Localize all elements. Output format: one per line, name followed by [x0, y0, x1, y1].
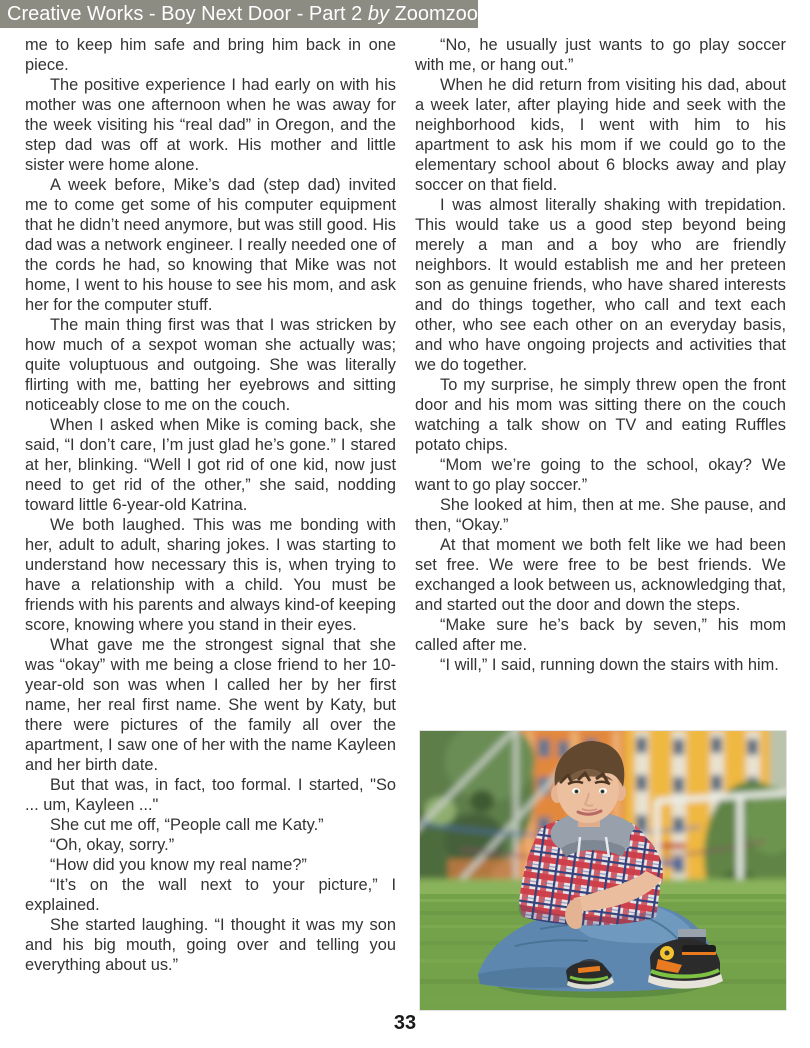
text-column-left — [25, 35, 396, 975]
paragraph: “It’s on the wall next to your picture,” I explained. — [25, 876, 396, 914]
paragraph: “No, he usually just wants to go play soccer with me, or hang out.” — [415, 36, 786, 74]
page-header — [0, 0, 506, 28]
paragraph: But that was, in fact, too formal. I started, "So ... um, Kayleen ..." — [25, 776, 396, 814]
paragraph: I was almost literally shaking with trepidation. This would take us a good step beyond being merely a man and a boy who are friendly neighbors. It would establish me and her preteen son as genuine friends, who have shared interests and do things together, who call and text each other, who see each other on an everyday basis, and who have ongoing projects and activities that we do together. — [415, 196, 786, 374]
boy-photo-illustration — [420, 731, 786, 1010]
page-number: 33 — [393, 1012, 417, 1034]
paragraph: me to keep him safe and bring him back in one piece. — [25, 36, 396, 74]
boy-on-soccer-field-photo — [419, 730, 787, 1011]
paragraph: “I will,” I said, running down the stairs with him. — [440, 656, 779, 674]
paragraph: “Mom we’re going to the school, okay? We want to go play soccer.” — [415, 456, 786, 494]
header-author: Zoomzoom4 — [388, 3, 506, 25]
paragraph: What gave me the strongest signal that she was “okay” with me being a close friend to her 10-year-old son was when I called her by her first name, her real first name. She went by Katy, but there were pictures of the family all over the apartment, I saw one of her with the name Kayleen and her birth date. — [25, 636, 396, 774]
header-byline-word: by — [367, 3, 389, 25]
paragraph: A week before, Mike’s dad (step dad) invited me to come get some of his computer equipment that he didn’t need anymore, but was still good. His dad was a network engineer. I really needed one of the cords he had, so knowing that Mike was not home, I went to his house to see his mom, and ask her for the computer stuff. — [25, 176, 396, 314]
paragraph: To my surprise, he simply threw open the front door and his mom was sitting there on the couch watching a talk show on TV and eating Ruffles potato chips. — [415, 376, 786, 454]
paragraph: “Make sure he’s back by seven,” his mom called after me. — [415, 616, 786, 654]
paragraph: We both laughed. This was me bonding with her, adult to adult, sharing jokes. I was starting to understand how necessary this is, when trying to have a relationship with a child. You must be friends with his parents and always kind-of keeping score, knowing where you stand in their eyes. — [25, 516, 396, 634]
header-title: Creative Works - Boy Next Door - Part 2 — [7, 3, 368, 25]
paragraph: When I asked when Mike is coming back, she said, “I don’t care, I’m just glad he’s gone.” I stared at her, blinking. “Well I got rid of one kid, now just need to get rid of the other,” she said, nodding toward little 6-year-old Katrina. — [25, 416, 396, 514]
paragraph: The main thing first was that I was stricken by how much of a sexpot woman she actually was; quite voluptuous and outgoing. She was literally flirting with me, batting her eyebrows and sitting noticeably close to me on the couch. — [25, 316, 396, 414]
text-column-right — [415, 35, 786, 675]
paragraph: She cut me off, “People call me Katy.” — [50, 816, 324, 834]
paragraph: She started laughing. “I thought it was my son and his big mouth, going over and telling you everything about us.” — [25, 916, 396, 974]
paragraph: “Oh, okay, sorry.” — [50, 836, 175, 854]
paragraph: When he did return from visiting his dad, about a week later, after playing hide and seek with the neighborhood kids, I went with him to his apartment to ask his mom if we could go to the elementary school about 6 blocks away and play soccer on that field. — [415, 76, 786, 194]
paragraph: She looked at him, then at me. She pause, and then, “Okay.” — [415, 496, 786, 534]
paragraph: “How did you know my real name?” — [50, 856, 307, 874]
paragraph: The positive experience I had early on with his mother was one afternoon when he was away for the week visiting his “real dad” in Oregon, and the step dad was off at work. His mother and little sister were home alone. — [25, 76, 396, 174]
paragraph: At that moment we both felt like we had been set free. We were free to be best friends. We exchanged a look between us, acknowledging that, and started out the door and down the steps. — [415, 536, 786, 614]
